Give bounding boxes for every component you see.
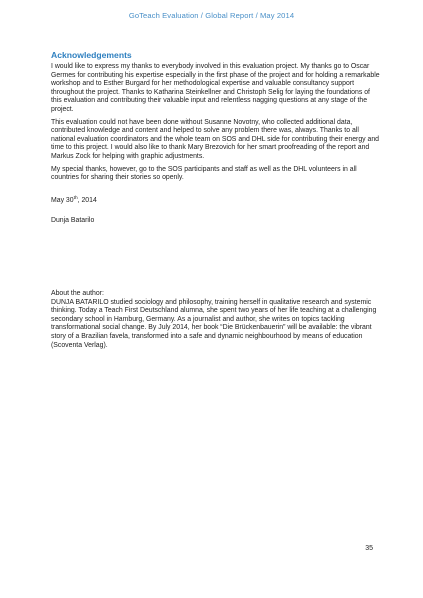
section-title: Acknowledgements <box>51 50 132 60</box>
paragraph: I would like to express my thanks to everybody involved in this evaluation project. My thanks go to Oscar Germes for contributing his expertise especially in the first phase of the project and for holding a remarkable workshop and to Esther Burgard for her methodological expertise and valuable consultancy support throughout the project. Thanks to Katharina Steinkellner and Christoph Selig for laying the foundations of this evaluation and contributing their valuable input and relentless nagging questions at any stage of the project. <box>51 63 380 113</box>
date-ordinal-suffix: th <box>73 195 78 201</box>
paragraph: My special thanks, however, go to the SOS participants and staff as well as the DHL volunteers in all countries for sharing their stories so openly. <box>51 165 357 182</box>
about-author-section <box>51 290 381 350</box>
paragraph: This evaluation could not have been done without Susanne Novotny, who collected additional data, contributed knowledge and content and helped to solve any problem there was, always. Thanks to all national evaluation coordinators and the whole team on SOS and DHL side for contributing their energy and time to this project. I would also like to thank Mary Brezovich for her smart proofreading of the report and Markus Zock for helping with graphic adjustments. <box>51 118 380 160</box>
page-number: 35 <box>365 545 373 552</box>
acknowledgements-section <box>51 50 381 226</box>
running-header: GoTeach Evaluation / Global Report / May 2014 <box>128 11 295 20</box>
date-year: , 2014 <box>77 196 97 204</box>
signature: Dunja Batarilo <box>51 217 95 225</box>
date-line <box>51 197 381 206</box>
about-author-text: DUNJA BATARILO studied sociology and philosophy, training herself in qualitative research and systemic thinking. Today a Teach First Deutschland alumna, she spent two years of her life teaching at a challenging secondary school in Hamburg, Germany. As a journalist and author, she writes on topics tackling transformational social change. By July 2014, her book “Die Brückenbauerin” will be available: the vibrant story of a Brazilian favela, transformed into a safe and dynamic neighbourhood by means of education (Scoventa Verlag). <box>51 298 377 349</box>
date-text: May 30 <box>51 196 74 204</box>
about-author-label: About the author: <box>51 290 104 297</box>
